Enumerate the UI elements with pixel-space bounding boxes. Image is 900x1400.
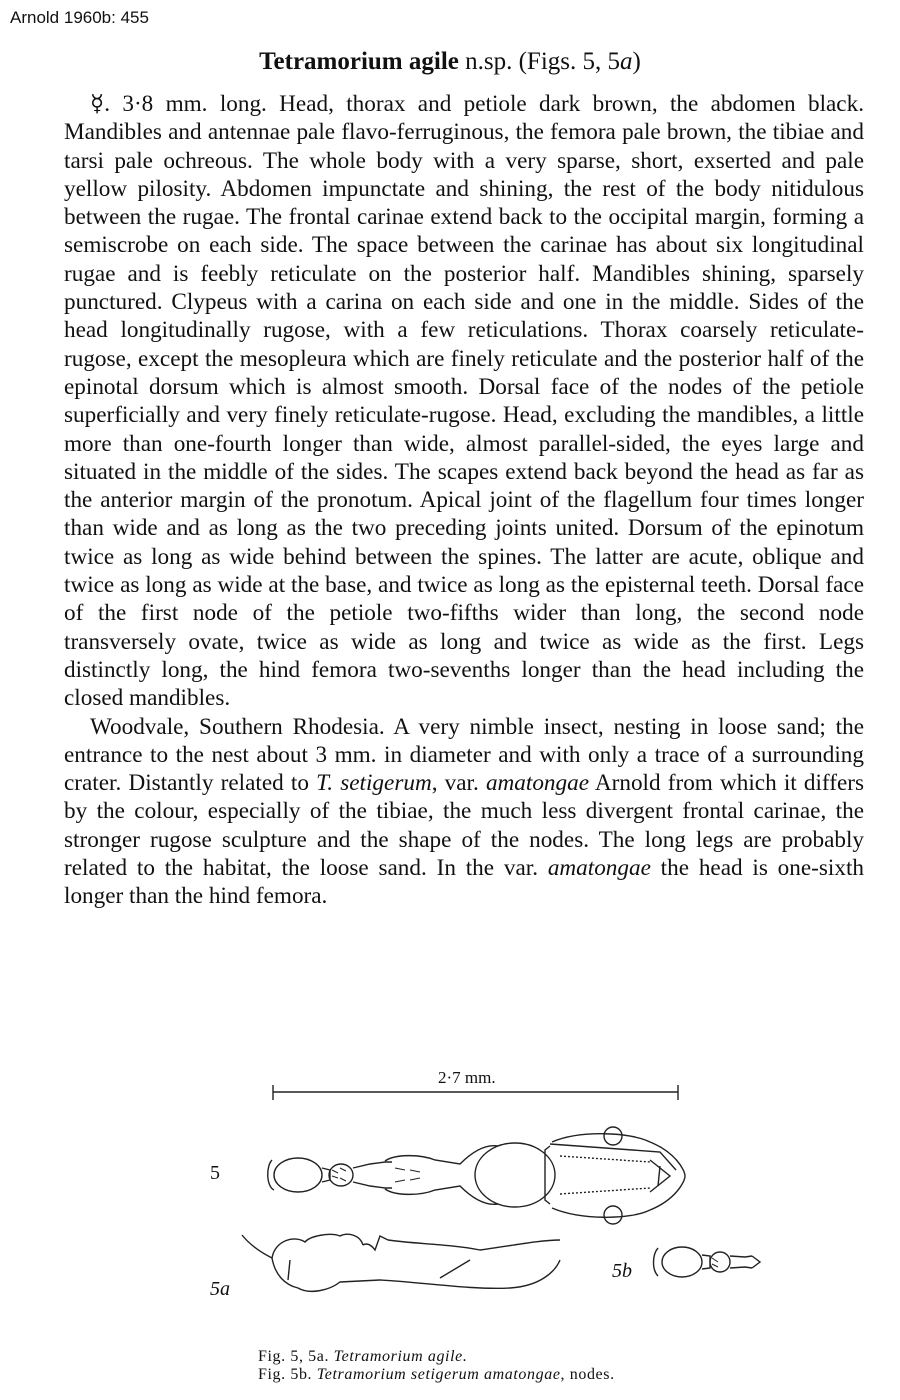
title-suffix: n.sp. (Figs. 5, 5 [458,48,621,75]
caption-1-species: Tetramorium agile. [333,1348,468,1365]
paragraph-locality [64,713,864,911]
caption-2-suffix: , nodes. [560,1366,615,1383]
scale-label: 2·7 mm. [438,1068,496,1087]
title-fig-letter: a [620,48,633,75]
locality-text-2: , var. [431,770,486,797]
caption-line-1 [258,1348,858,1366]
title-close: ) [632,48,641,75]
figure-captions [258,1348,858,1384]
worker-symbol: ☿ [90,91,105,117]
paragraph-description [64,90,864,713]
caption-1-prefix: Fig. 5, 5a. [258,1348,334,1365]
caption-line-2 [258,1366,858,1384]
locality-text-1: Woodvale, Southern Rhodesia. A very nimble insect, nesting in loose sand; the entrance to the nest about 3 mm. in diameter and with only a trace of a surrounding crater. Distantly related to [64,713,864,797]
caption-2-species: Tetramorium setigerum amatongae [316,1366,561,1383]
fig-label-5: 5 [210,1162,220,1184]
fig5b-nodes-outline [654,1247,761,1277]
locality-italic-1: T. setigerum [316,770,432,797]
fig-label-5a: 5a [210,1278,230,1300]
fig5a-lateral-outline [242,1234,560,1291]
species-title [0,48,900,76]
description-text: . 3·8 mm. long. Head, thorax and petiole dark brown, the abdomen black. Mandibles and antennae pale flavo-ferruginous, the femora pale brown, the tibiae and tarsi pale ochreous. The whole body with a very sparse, short, exserted and pale yellow pilosity. Abdomen impunctate and shining, the rest of the body nitidulous between the rugae. The frontal carinae extend back to the occipital margin, forming a semiscrobe on each side. The space between the carinae has about six longitudinal rugae and is feebly reticulate on the posterior half. Mandibles shining, sparsely punctured. Clypeus with a carina on each side and one in the middle. Sides of the head longitudinally rugose, with a few reticulations. Thorax coarsely reticulate-rugose, except the mesopleura which are finely reticulate and the posterior half of the epinotal dorsum which is almost smooth. Dorsal face of the nodes of the petiole superficially and very finely reticulate-rugose. Head, excluding the mandibles, a little more than one-fourth longer than wide, almost parallel-sided, the eyes large and situated in the middle of the sides. The scapes extend back beyond the head as far as the anterior margin of the pronotum. Apical joint of the flagellum four times longer than wide and as long as the two preceding joints united. Dorsum of the epinotum twice as long as wide behind between the spines. The latter are acute, oblique and twice as long as wide at the base, and twice as long as the episternal teeth. Dorsal face of the first node of the petiole two-fifths wider than long, the second node transversely ovate, twice as wide as long and twice as wide as the first. Legs distinctly long, the hind femora two-sevenths longer than the head including the closed mandibles. [64,91,864,712]
citation: Arnold 1960b: 455 [10,8,149,27]
locality-italic-3: amatongae [547,855,651,882]
caption-2-prefix: Fig. 5b. [258,1366,317,1383]
figure-drawings [180,1060,800,1325]
species-name: Tetramorium agile [259,48,459,75]
locality-text-3: Arnold from which it differs by the colour, especially of the tibiae, the much less divergent frontal carinae, the stronger rugose sculpture and the shape of the nodes. The long legs are probably related to the habitat, the loose sand. In the var. [64,770,864,882]
ant-drawing [180,1060,800,1325]
locality-text-4: the head is one-sixth longer than the hind femora. [64,855,864,910]
fig-label-5b: 5b [612,1260,632,1282]
description-body [64,90,864,911]
fig5-dorsal-outline [268,1127,685,1224]
locality-italic-2: amatongae [485,770,589,797]
